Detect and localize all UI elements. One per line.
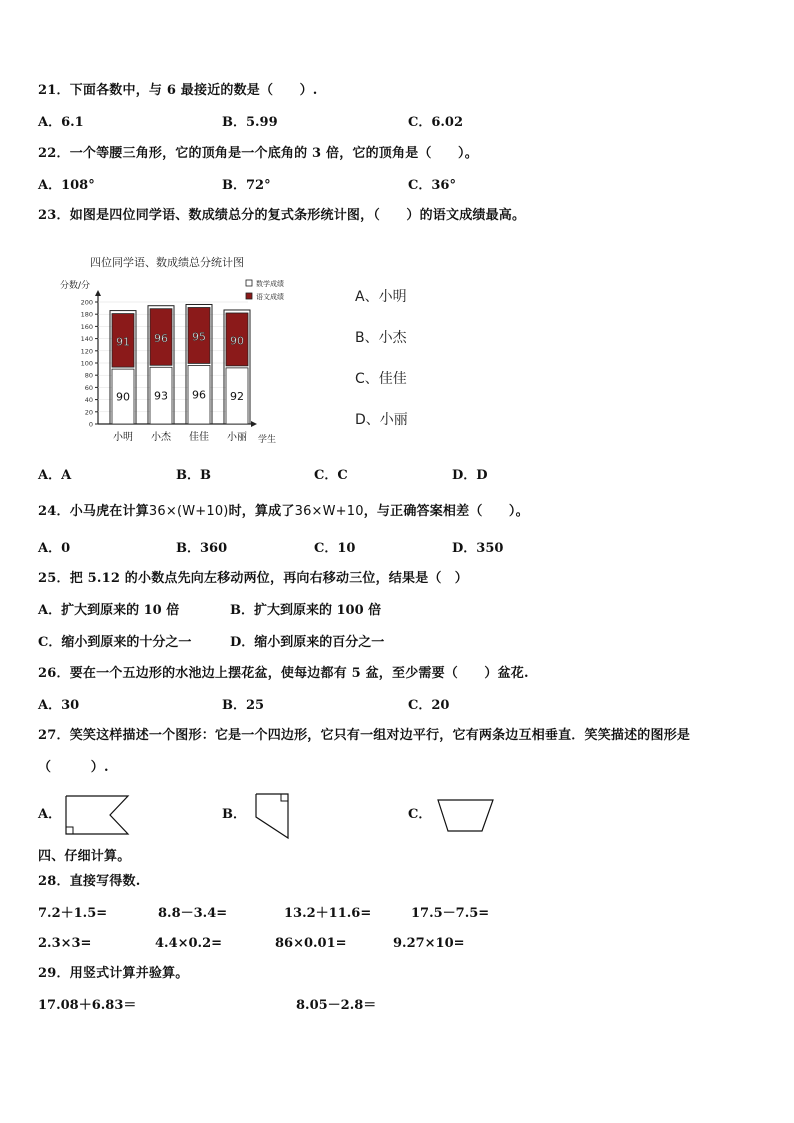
category-label: 小丽 [227, 432, 247, 443]
q28-item-1: 7.2＋1.5= [38, 906, 108, 921]
q26-option-c[interactable]: C．20 [408, 698, 450, 713]
chart-option-a: A、小明 [355, 289, 407, 305]
q23-option-c[interactable]: C．C [314, 468, 348, 483]
y-tick-label: 80 [84, 371, 93, 380]
q28-item-6: 4.4×0.2= [155, 936, 223, 951]
question-27-line-1: 27．笑笑这样描述一个图形：它是一个四边形，它只有一组对边平行，它有两条边互相垂直．笑笑描述的图形是 [38, 728, 691, 743]
bar-chinese-label: 96 [154, 331, 168, 345]
y-axis-arrow [95, 290, 101, 296]
q21-option-a[interactable]: A．6.1 [38, 115, 84, 130]
q28-item-4: 17.5－7.5= [411, 906, 490, 921]
q27-option-b[interactable]: B． [222, 807, 246, 822]
q25-option-a[interactable]: A．扩大到原来的 10 倍 [38, 603, 180, 618]
q28-item-5: 2.3×3= [38, 936, 92, 951]
q22-option-a[interactable]: A．108° [38, 178, 95, 193]
q25-option-c[interactable]: C．缩小到原来的十分之一 [38, 635, 192, 650]
y-tick-label: 100 [80, 359, 93, 368]
y-tick-label: 20 [84, 408, 93, 417]
q22-option-c[interactable]: C．36° [408, 178, 456, 193]
stacked-bar-chart [58, 252, 328, 452]
y-tick-label: 0 [88, 420, 93, 429]
q24-text-mid: 时，算成了 [228, 504, 295, 519]
y-tick-label: 160 [80, 322, 93, 331]
y-tick-label: 60 [84, 383, 93, 392]
category-label: 小明 [113, 432, 133, 443]
q24-text-after: ，与正确答案相差（ ）。 [363, 504, 529, 519]
bar-chinese-label: 91 [116, 335, 130, 349]
q24-expression-2: 36×W+10 [294, 504, 364, 519]
q23-option-b[interactable]: B．B [176, 468, 211, 483]
question-27-line-2: （ ）. [38, 760, 109, 775]
q24-expression-1: 36×(W+10) [148, 504, 229, 519]
bar-math-label: 96 [192, 388, 206, 402]
bar-chinese-label: 95 [192, 330, 206, 344]
q24-option-d[interactable]: D．350 [452, 541, 504, 556]
y-tick-label: 120 [80, 347, 93, 356]
q26-option-b[interactable]: B．25 [222, 698, 265, 713]
section-4-title: 四、仔细计算。 [38, 849, 131, 864]
shape-b-icon[interactable] [254, 792, 292, 840]
question-21: 21．下面各数中，与 6 最接近的数是（ ）. [38, 83, 318, 98]
x-axis-label: 学生 [258, 435, 277, 445]
x-axis-arrow [251, 421, 257, 427]
y-tick-label: 180 [80, 310, 93, 319]
question-28: 28．直接写得数. [38, 874, 141, 889]
chart-option-d: D、小丽 [355, 412, 408, 428]
legend-label-math: 数学成绩 [256, 280, 284, 288]
shape-c-icon[interactable] [436, 798, 496, 834]
question-26: 26．要在一个五边形的水池边上摆花盆，使每边都有 5 盆，至少需要（ ）盆花. [38, 666, 529, 681]
q24-option-c[interactable]: C．10 [314, 541, 356, 556]
legend-label-chinese: 语文成绩 [256, 293, 284, 301]
legend-swatch-chinese [246, 293, 252, 299]
shape-a-icon[interactable] [64, 794, 130, 838]
bar-math-label: 93 [154, 389, 168, 403]
chart-title: 四位同学语、数成绩总分统计图 [90, 256, 244, 269]
y-tick-label: 140 [80, 335, 93, 344]
q29-item-1: 17.08＋6.83＝ [38, 998, 137, 1013]
q27-option-c[interactable]: C． [408, 807, 432, 822]
q25-option-d[interactable]: D．缩小到原来的百分之一 [230, 635, 385, 650]
category-label: 小杰 [151, 432, 171, 443]
q24-option-a[interactable]: A．0 [38, 541, 71, 556]
q25-option-b[interactable]: B．扩大到原来的 100 倍 [230, 603, 382, 618]
y-tick-label: 200 [80, 298, 93, 307]
question-22: 22．一个等腰三角形，它的顶角是一个底角的 3 倍，它的顶角是（ ）。 [38, 146, 478, 161]
q23-option-a[interactable]: A．A [38, 468, 72, 483]
q24-option-b[interactable]: B．360 [176, 541, 228, 556]
question-29: 29．用竖式计算并验算。 [38, 966, 189, 981]
legend-swatch-math [246, 280, 252, 286]
bar-math-label: 92 [230, 389, 244, 403]
q21-option-c[interactable]: C．6.02 [408, 115, 464, 130]
q28-item-8: 9.27×10= [393, 936, 465, 951]
q28-item-7: 86×0.01= [275, 936, 347, 951]
y-axis-label: 分数/分 [60, 281, 91, 291]
q28-item-3: 13.2＋11.6= [284, 906, 372, 921]
chart-option-b: B、小杰 [355, 330, 407, 346]
y-tick-label: 40 [84, 396, 93, 405]
q27-option-a[interactable]: A． [38, 807, 62, 822]
chart-option-c: C、佳佳 [355, 371, 407, 387]
q24-text-before: 24．小马虎在计算 [38, 504, 149, 519]
question-23: 23．如图是四位同学语、数成绩总分的复式条形统计图，（ ）的语文成绩最高。 [38, 208, 526, 223]
category-label: 佳佳 [189, 432, 209, 443]
q26-option-a[interactable]: A．30 [38, 698, 80, 713]
question-24 [38, 503, 529, 521]
q28-item-2: 8.8－3.4= [158, 906, 228, 921]
q22-option-b[interactable]: B．72° [222, 178, 271, 193]
bar-chinese-label: 90 [230, 334, 244, 348]
q21-option-b[interactable]: B．5.99 [222, 115, 278, 130]
q23-option-d[interactable]: D．D [452, 468, 488, 483]
bar-math-label: 90 [116, 390, 130, 404]
q29-item-2: 8.05－2.8＝ [296, 998, 377, 1013]
question-25: 25．把 5.12 的小数点先向左移动两位，再向右移动三位，结果是（ ） [38, 571, 469, 586]
